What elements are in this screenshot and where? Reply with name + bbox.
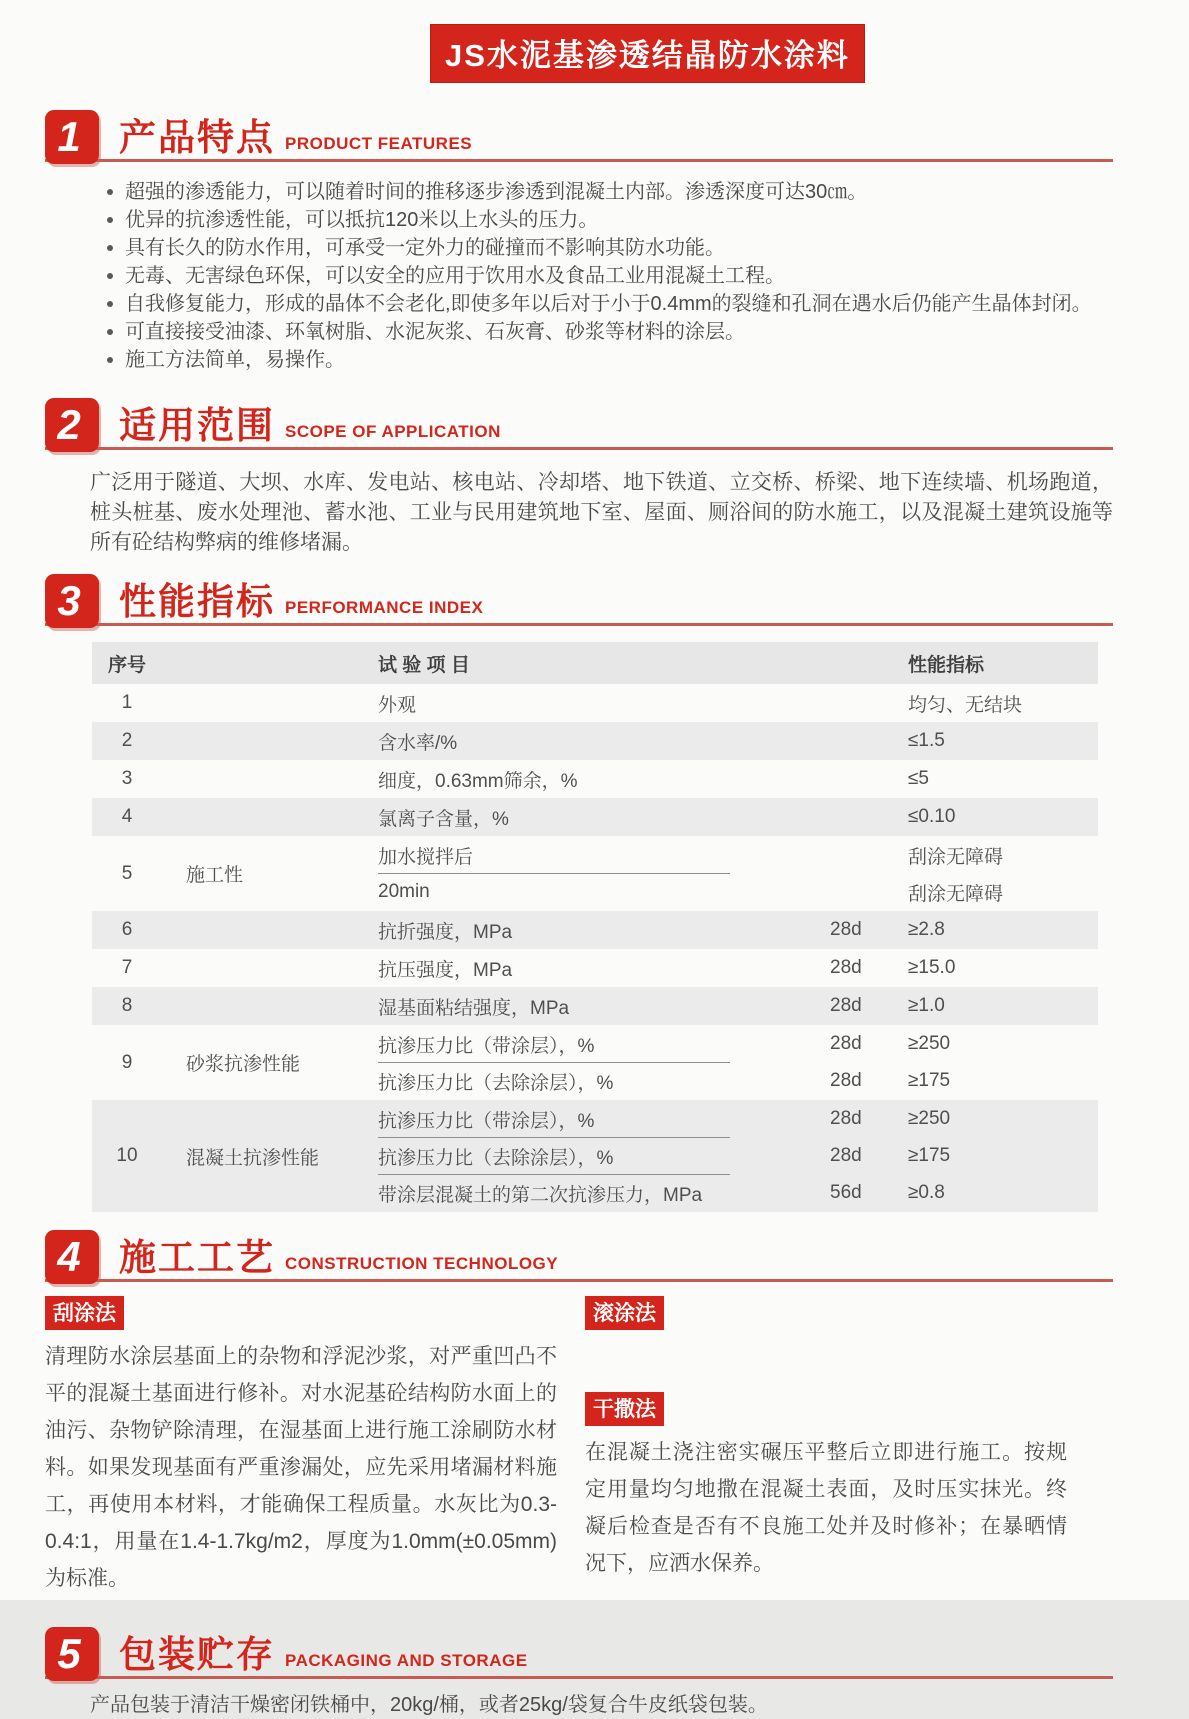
cell-test-item: 20min [378, 881, 430, 902]
table-subrow [378, 989, 1098, 1023]
cell-index-value: ≤1.5 [908, 730, 945, 751]
table-row-6 [92, 911, 1098, 949]
cell-no: 6 [121, 919, 133, 940]
cell-items [378, 1100, 1098, 1212]
section-title-performance: 性能指标 [119, 581, 275, 622]
section-title-features: 产品特点 [119, 117, 275, 158]
cell-category: 混凝土抗渗性能 [186, 1147, 320, 1169]
cell-test-item: 细度，0.63mm筛余，% [378, 770, 578, 792]
table-subrow [378, 875, 1098, 909]
cell-no: 5 [121, 862, 133, 884]
header-item: 试 验 项 目 [378, 654, 470, 676]
cell-test-item: 带涂层混凝土的第二次抗渗压力，MPa [378, 1184, 703, 1206]
cell-no: 8 [121, 995, 133, 1016]
construction-columns [45, 1296, 1113, 1597]
cell-index-value: 均匀、无结块 [908, 694, 1023, 716]
cell-test-item: 抗折强度，MPa [378, 921, 513, 943]
table-subrow [378, 1027, 1098, 1061]
cell-test-item: 抗渗压力比（去除涂层），% [378, 1147, 614, 1169]
scrape-method-text: 清理防水涂层基面上的杂物和浮泥沙浆，对严重凹凸不平的混凝土基面进行修补。对水泥基砼结构防水面上的油污、杂物铲除清理，在湿基面上进行施工涂刷防水材料。如果发现基面有严重渗漏处，应先采用堵漏材料施工，再使用本材料，才能确保工程质量。水灰比为0.3-0.4:1，用量在1.4-1.7kg/m2，厚度为1.0mm(±0.05mm)为标准。 [45, 1345, 557, 1590]
section-subtitle-scope: SCOPE OF APPLICATION [285, 422, 501, 441]
section-title-construction: 施工工艺 [119, 1237, 275, 1278]
table-subrow [378, 913, 1098, 947]
cell-no: 2 [121, 730, 133, 751]
section-header-packaging [45, 1627, 1113, 1679]
cell-category: 施工性 [186, 865, 244, 886]
section-number-5: 5 [45, 1627, 99, 1681]
table-subrow [378, 800, 1098, 834]
dry-method-text: 在混凝土浇注密实碾压平整后立即进行施工。按规定用量均匀地撒在混凝土表面，及时压实抹光。终凝后检查是否有不良施工处并及时修补；在暴晒情况下，应洒水保养。 [585, 1441, 1067, 1575]
performance-table [92, 642, 1098, 1212]
feature-bullet-4: 无毒、无害绿色环保，可以安全的应用于饮用水及食品工业用混凝土工程。 [107, 262, 1113, 290]
table-row-1 [92, 684, 1098, 722]
section-number-2: 2 [45, 398, 99, 452]
section-header-scope [45, 398, 1113, 450]
cell-test-item: 湿基面粘结强度，MPa [378, 997, 570, 1019]
table-row-4 [92, 798, 1098, 836]
cell-index-value: ≥175 [908, 1145, 951, 1166]
feature-bullet-5: 自我修复能力，形成的晶体不会老化,即使多年以后对于小于0.4mm的裂缝和孔洞在遇水后仍能产生晶体封闭。 [107, 290, 1113, 318]
cell-test-item: 抗渗压力比（去除涂层），% [378, 1072, 614, 1094]
construction-left-column [45, 1296, 557, 1597]
table-subrow [378, 1064, 1098, 1098]
cell-no: 7 [121, 957, 133, 978]
cell-test-item: 氯离子含量，% [378, 808, 509, 830]
subrow-divider [378, 873, 730, 874]
method-badge-dry: 干撒法 [585, 1392, 664, 1426]
cell-index-value: 刮涂无障碍 [908, 883, 1004, 905]
cell-index-value: ≥250 [908, 1033, 951, 1054]
cell-test-item: 含水率/% [378, 732, 458, 754]
table-subrow [378, 1102, 1098, 1136]
cell-items [378, 722, 1098, 760]
cell-age: 28d [830, 1070, 862, 1091]
cell-index-value: ≥175 [908, 1070, 951, 1091]
method-badge-roll: 滚涂法 [585, 1296, 664, 1330]
table-subrow [378, 951, 1098, 985]
subrow-divider [378, 1174, 730, 1175]
cell-items [378, 1025, 1098, 1100]
feature-bullet-1: 超强的渗透能力，可以随着时间的推移逐步渗透到混凝土内部。渗透深度可达30㎝。 [107, 178, 1113, 206]
cell-index-value: ≥15.0 [908, 957, 956, 978]
cell-no: 1 [121, 692, 133, 713]
cell-items [378, 798, 1098, 836]
table-subrow [378, 686, 1098, 720]
table-subrow [378, 724, 1098, 758]
section-subtitle-packaging: PACKAGING AND STORAGE [285, 1651, 528, 1670]
cell-no: 4 [121, 806, 133, 827]
feature-bullet-7: 施工方法简单，易操作。 [107, 346, 1113, 374]
cell-items [378, 949, 1098, 987]
performance-table-body [92, 684, 1098, 1212]
cell-test-item: 抗压强度，MPa [378, 959, 513, 981]
scope-paragraph: 广泛用于隧道、大坝、水库、发电站、核电站、冷却塔、地下铁道、立交桥、桥梁、地下连续墙、机场跑道，桩头桩基、废水处理池、蓄水池、工业与民用建筑地下室、屋面、厕浴间的防水施工，以及混凝土建筑设施等所有砼结构弊病的维修堵漏。 [90, 471, 1113, 554]
feature-bullet-2: 优异的抗渗透性能，可以抵抗120米以上水头的压力。 [107, 206, 1113, 234]
cell-items [378, 836, 1098, 911]
cell-age: 28d [830, 919, 862, 940]
subrow-divider [378, 1137, 730, 1138]
table-row-10 [92, 1100, 1098, 1212]
feature-list [107, 178, 1113, 374]
section-header-features [45, 110, 1113, 162]
table-row-3 [92, 760, 1098, 798]
feature-bullet-3: 具有长久的防水作用，可承受一定外力的碰撞而不影响其防水功能。 [107, 234, 1113, 262]
section-subtitle-construction: CONSTRUCTION TECHNOLOGY [285, 1254, 559, 1273]
table-subrow [378, 762, 1098, 796]
page-title: JS水泥基渗透结晶防水涂料 [430, 24, 865, 83]
cell-age: 56d [830, 1182, 862, 1203]
section-subtitle-features: PRODUCT FEATURES [285, 134, 473, 153]
section-title-scope: 适用范围 [119, 405, 275, 446]
section-number-4: 4 [45, 1230, 99, 1284]
cell-category: 砂浆抗渗性能 [186, 1054, 301, 1075]
table-row-5 [92, 836, 1098, 911]
section-title-packaging: 包装贮存 [119, 1634, 275, 1675]
header-no: 序号 [107, 654, 146, 676]
section-header-construction [45, 1230, 1113, 1282]
subrow-divider [378, 1062, 730, 1063]
cell-age: 28d [830, 957, 862, 978]
cell-items [378, 911, 1098, 949]
cell-test-item: 加水搅拌后 [378, 846, 474, 868]
table-row-7 [92, 949, 1098, 987]
section-number-3: 3 [45, 574, 99, 628]
cell-index-value: ≥250 [908, 1108, 951, 1129]
cell-index-value: ≤5 [908, 768, 929, 789]
section-number-1: 1 [45, 110, 99, 164]
construction-right-column [585, 1296, 1067, 1597]
cell-test-item: 外观 [378, 694, 417, 716]
section-header-performance [45, 574, 1113, 626]
cell-test-item: 抗渗压力比（带涂层），% [378, 1110, 595, 1132]
section-subtitle-performance: PERFORMANCE INDEX [285, 598, 484, 617]
cell-no: 10 [116, 1145, 138, 1166]
cell-items [378, 760, 1098, 798]
cell-index-value: 刮涂无障碍 [908, 846, 1004, 868]
table-row-2 [92, 722, 1098, 760]
cell-age: 28d [830, 995, 862, 1016]
cell-index-value: ≤0.10 [908, 806, 956, 827]
cell-index-value: ≥2.8 [908, 919, 945, 940]
feature-bullet-6: 可直接接受油漆、环氧树脂、水泥灰浆、石灰膏、砂浆等材料的涂层。 [107, 318, 1113, 346]
cell-age: 28d [830, 1145, 862, 1166]
cell-age: 28d [830, 1033, 862, 1054]
performance-table-header [92, 642, 1098, 684]
table-subrow [378, 838, 1098, 872]
header-index: 性能指标 [908, 654, 985, 676]
table-row-9 [92, 1025, 1098, 1100]
table-row-8 [92, 987, 1098, 1025]
badge-gap [585, 1330, 1067, 1392]
cell-items [378, 987, 1098, 1025]
method-badge-scrape: 刮涂法 [45, 1296, 124, 1330]
table-subrow [378, 1139, 1098, 1173]
cell-no: 3 [121, 768, 133, 789]
cell-items [378, 684, 1098, 722]
cell-test-item: 抗渗压力比（带涂层），% [378, 1035, 595, 1057]
table-subrow [378, 1176, 1098, 1210]
cell-no: 9 [121, 1051, 133, 1073]
cell-age: 28d [830, 1108, 862, 1129]
cell-index-value: ≥1.0 [908, 995, 945, 1016]
packaging-paragraph: 产品包装于清洁干燥密闭铁桶中，20kg/桶，或者25kg/袋复合牛皮纸袋包装。 [90, 1694, 768, 1716]
cell-index-value: ≥0.8 [908, 1182, 945, 1203]
